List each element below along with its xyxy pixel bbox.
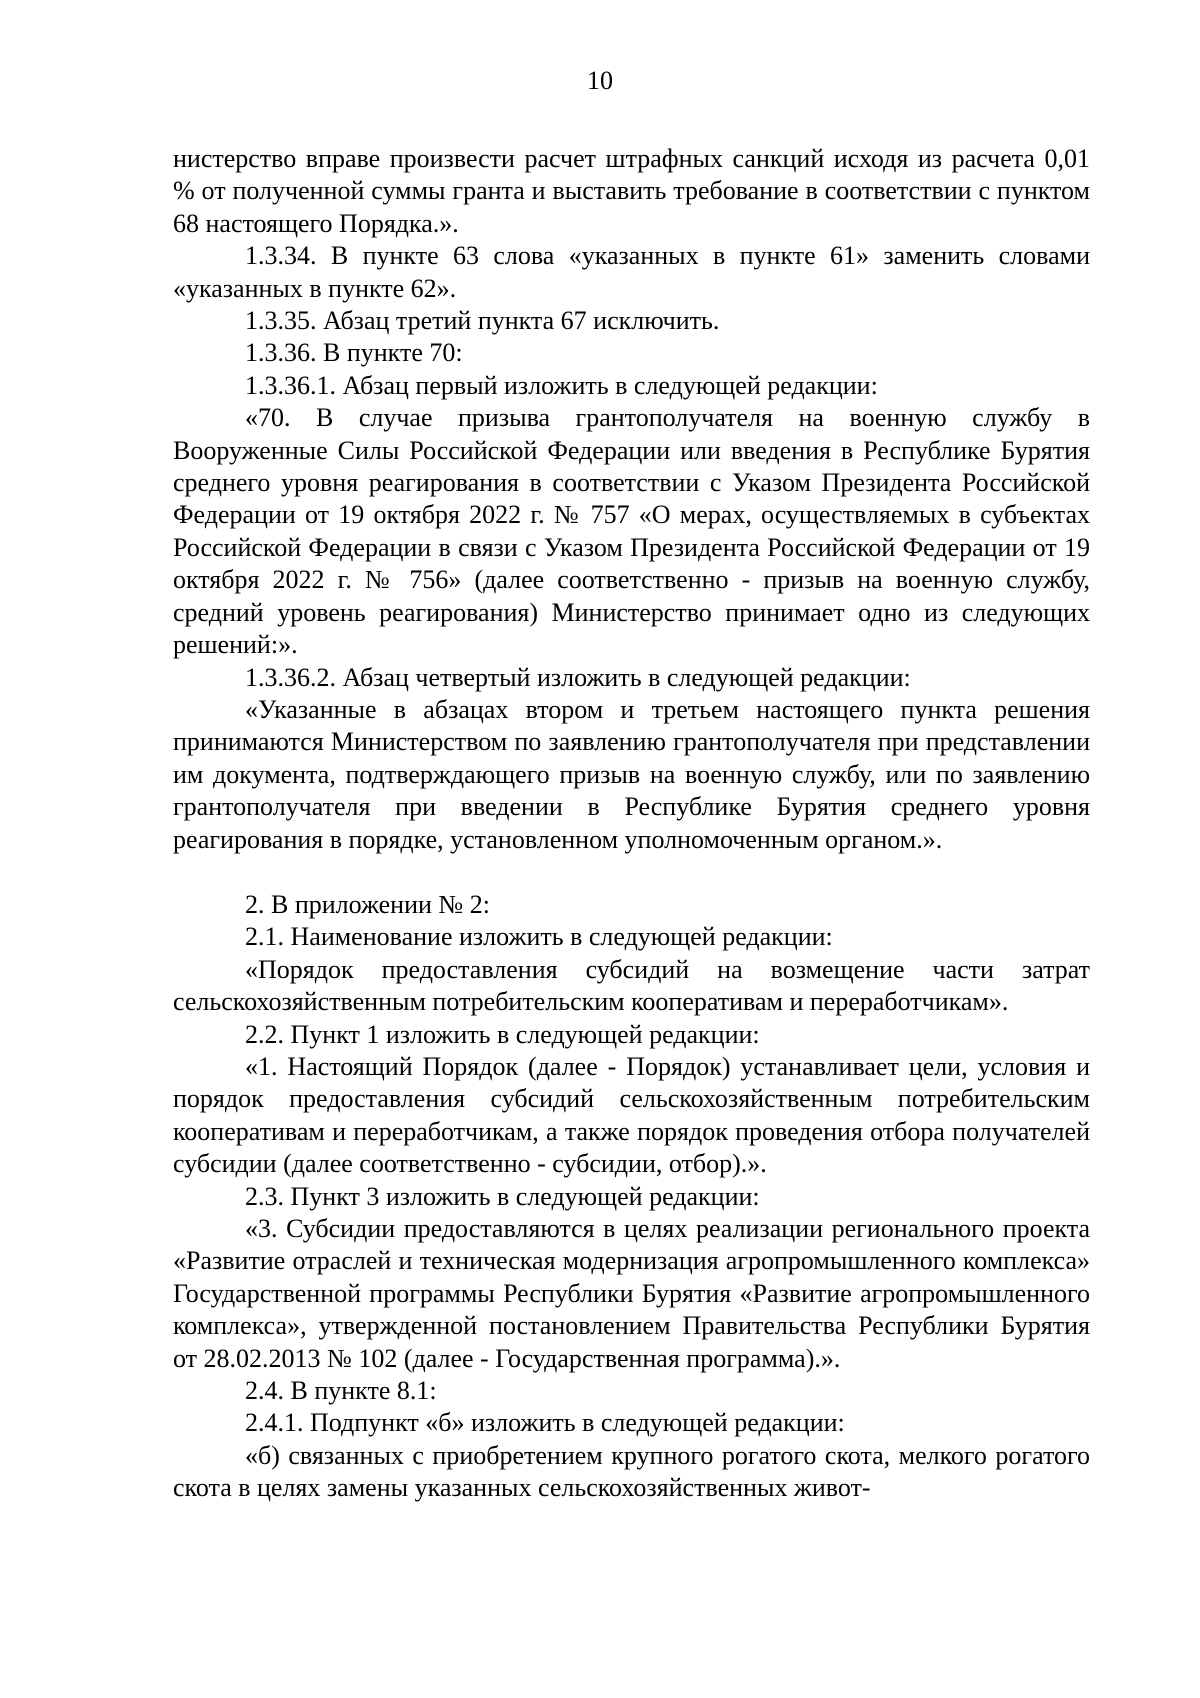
paragraph: «1. Настоящий Порядок (далее - Порядок) устанавливает цели, условия и порядок предоставления субсидий сельскохозяйственным потребительским кооперативам и переработчикам, а также порядок проведения отбора получателей субсидии (далее соответственно - субсидии, отбор).».: [173, 1051, 1090, 1179]
paragraph: 2.4.1. Подпункт «б» изложить в следующей редакции:: [245, 1408, 845, 1438]
paragraph: 1.3.35. Абзац третий пункта 67 исключить.: [245, 306, 720, 336]
paragraph: «70. В случае призыва грантополучателя на военную службу в Вооруженные Силы Российской Федерации или введения в Республике Бурятия среднего уровня реагирования в соответствии с Указом Президента Российской Федерации от 19 октября 2022 г. № 757 «О мерах, осуществляемых в субъектах Российской Федерации в связи с Указом Президента Российской Федерации от 19 октября 2022 г. № 756» (далее соответственно - призыв на военную службу, средний уровень реагирования) Министерство принимает одно из следующих решений:».: [173, 403, 1090, 660]
paragraph: 2. В приложении № 2:: [245, 889, 490, 919]
paragraph: «б) связанных с приобретением крупного рогатого скота, мелкого рогатого скота в целях замены указанных сельскохозяйственных живот-: [173, 1440, 1090, 1503]
paragraph: 2.1. Наименование изложить в следующей редакции:: [245, 922, 833, 952]
paragraph: «3. Субсидии предоставляются в целях реализации регионального проекта «Развитие отраслей и техническая модернизация агропромышленного комплекса» Государственной программы Республики Бурятия «Развитие агропромышленного комплекса», утвержденной постановлением Правительства Республики Бурятия от 28.02.2013 № 102 (далее - Государственная программа).».: [173, 1214, 1090, 1373]
paragraph: 2.3. Пункт 3 изложить в следующей редакции:: [245, 1181, 760, 1211]
paragraph: 1.3.36.2. Абзац четвертый изложить в следующей редакции:: [245, 662, 911, 692]
paragraph: нистерство вправе произвести расчет штрафных санкций исходя из расчета 0,01 % от полученной суммы гранта и выставить требование в соответствии с пунктом 68 настоящего Порядка.».: [173, 144, 1090, 238]
paragraph: 1.3.36.1. Абзац первый изложить в следующей редакции:: [245, 370, 878, 400]
paragraph: 2.4. В пункте 8.1:: [245, 1376, 437, 1406]
paragraph: «Указанные в абзацах втором и третьем настоящего пункта решения принимаются Министерством по заявлению грантополучателя при представлении им документа, подтверждающего призыв на военную службу, или по заявлению грантополучателя при введении в Республике Бурятия среднего уровня реагирования в порядке, установленном уполномоченным органом.».: [173, 694, 1090, 854]
page-number: 10: [587, 66, 613, 95]
paragraph: 2.2. Пункт 1 изложить в следующей редакции:: [245, 1019, 760, 1049]
paragraph: 1.3.36. В пункте 70:: [245, 338, 463, 368]
paragraph: «Порядок предоставления субсидий на возмещение части затрат сельскохозяйственным потребительским кооперативам и переработчикам».: [173, 954, 1090, 1017]
document-body: [173, 143, 1090, 1505]
paragraph: 1.3.34. В пункте 63 слова «указанных в пункте 61» заменить словами «указанных в пункте 62».: [173, 241, 1090, 303]
